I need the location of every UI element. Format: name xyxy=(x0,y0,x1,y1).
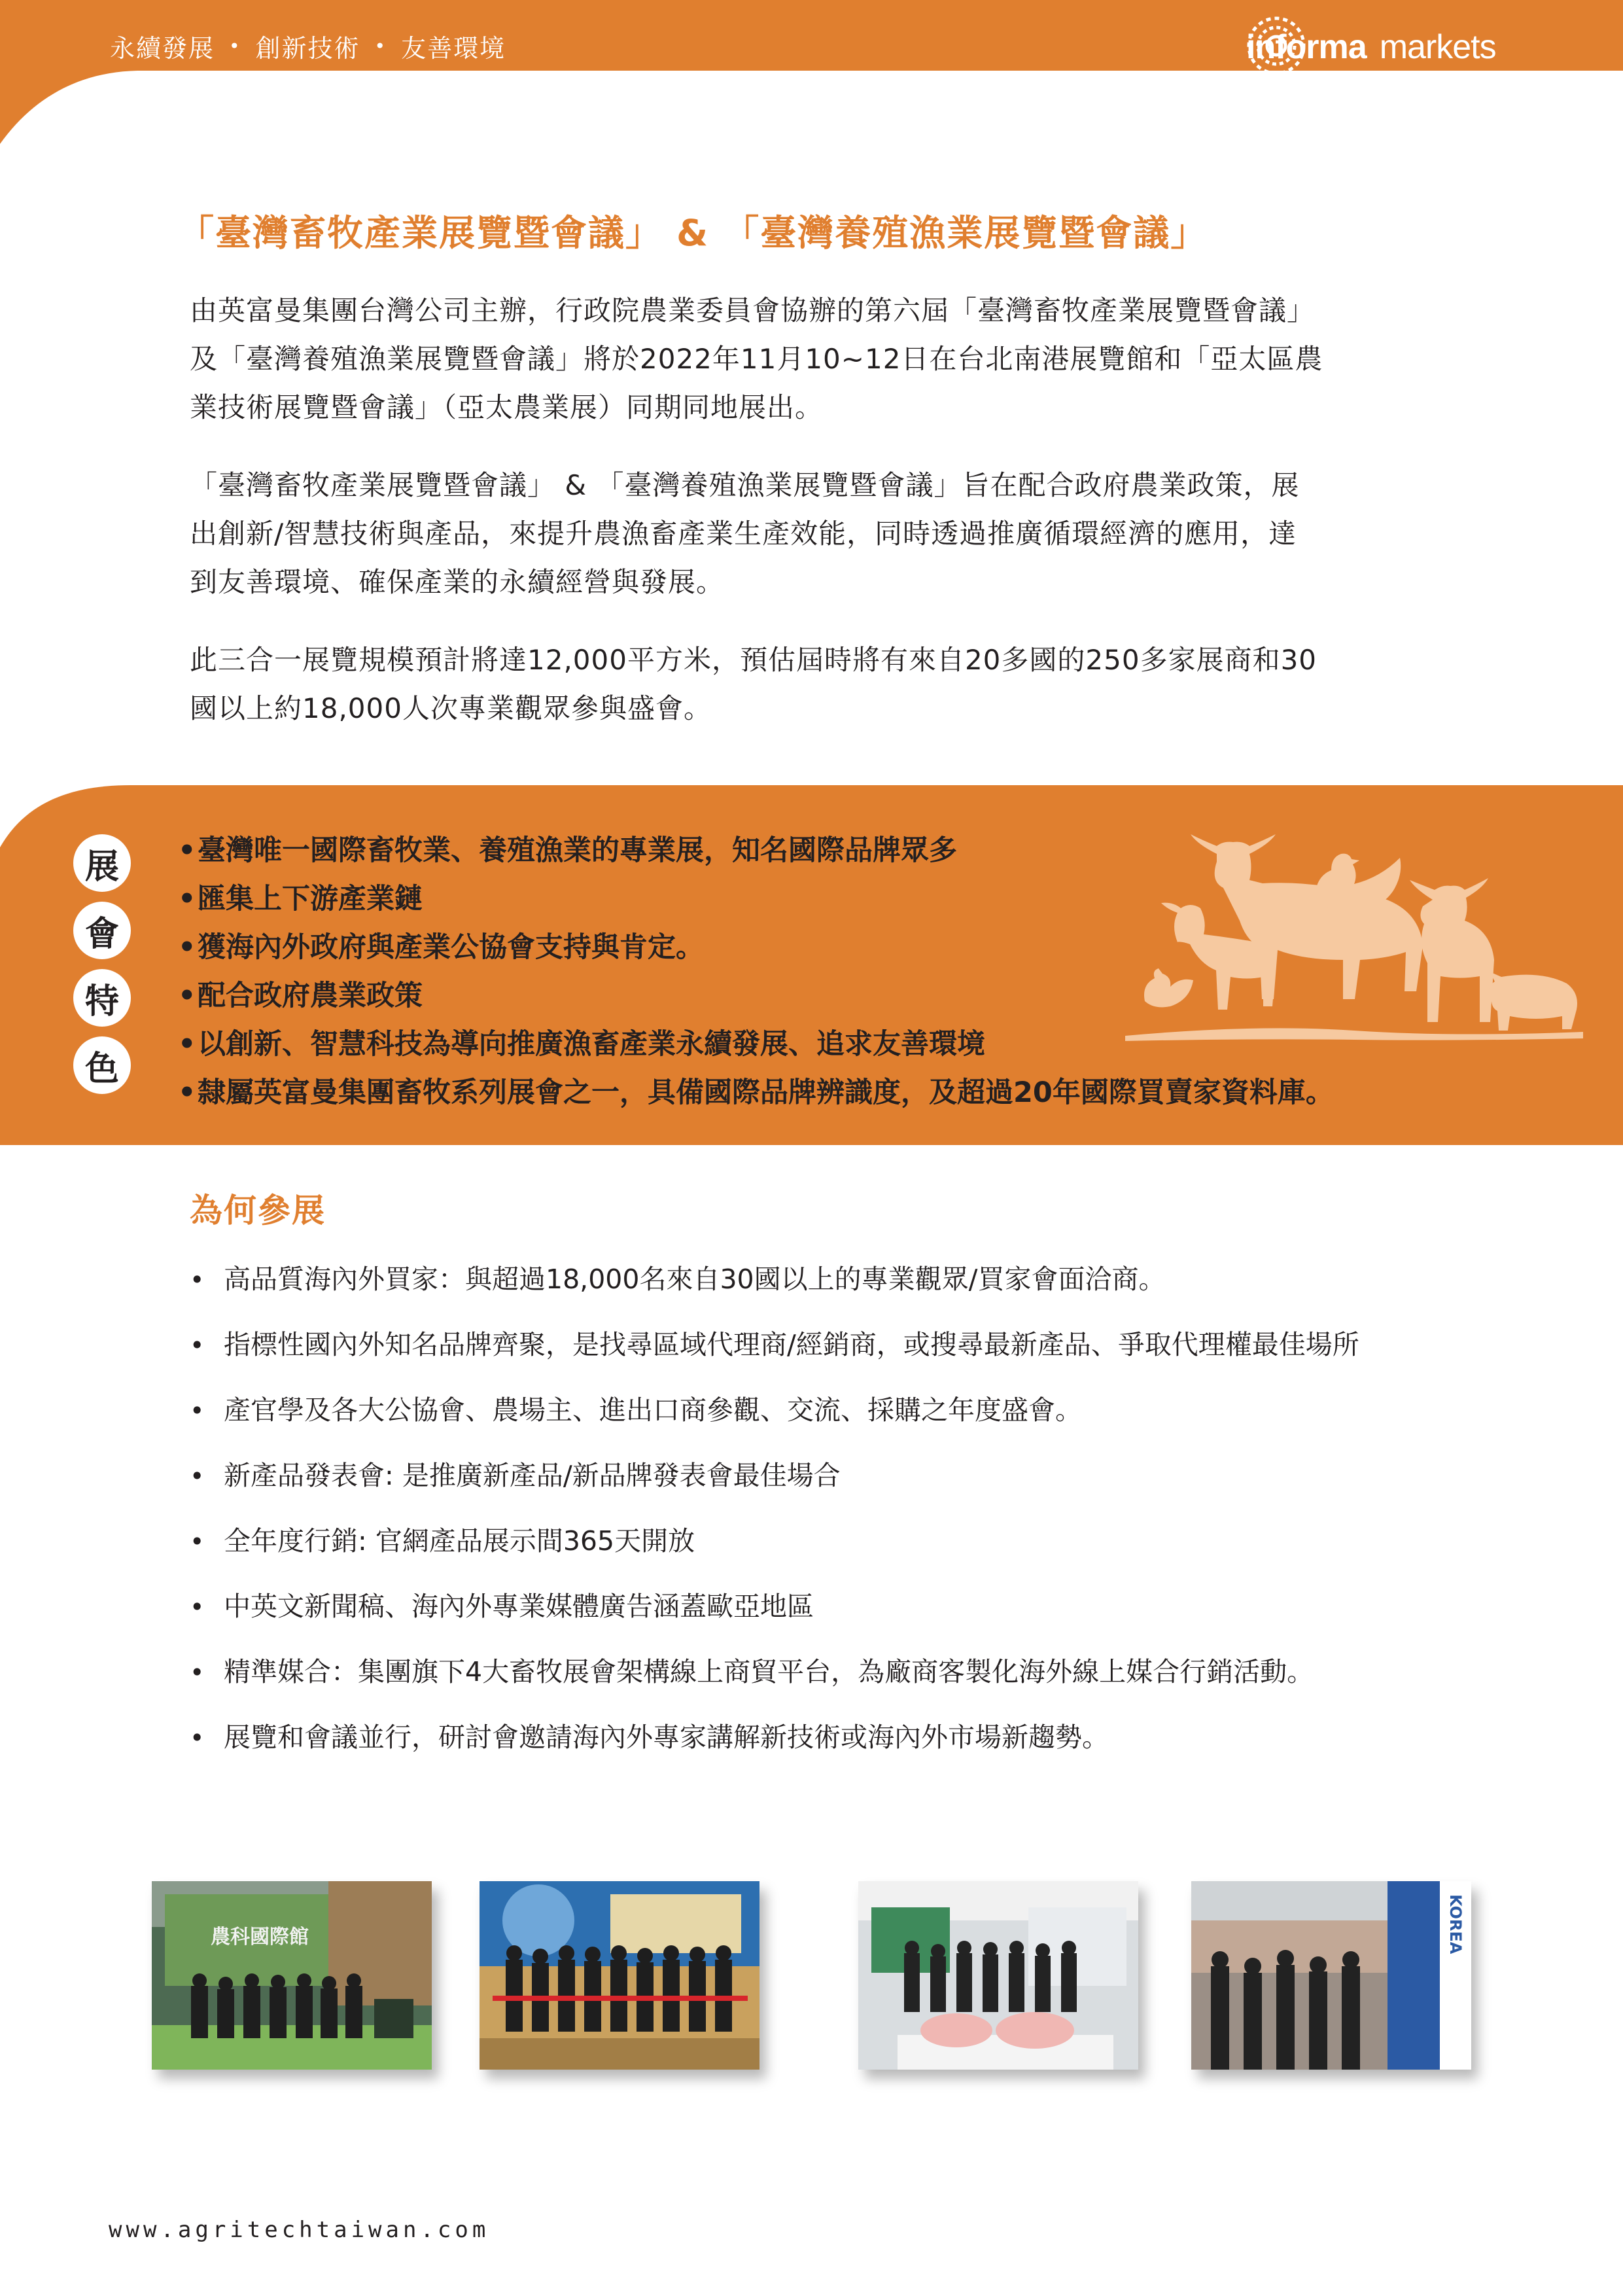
paragraph-line: 到友善環境、確保產業的永續經營與發展。 xyxy=(190,566,725,598)
logo-text-markets: markets xyxy=(1379,28,1496,66)
why-text: 展覽和會議並行，研討會邀請海內外專家講解新技術或海內外市場新趨勢。 xyxy=(224,1722,1109,1753)
tagline-separator: • xyxy=(229,35,241,57)
photo-korea-pavilion xyxy=(1191,1881,1471,2070)
header-band xyxy=(0,0,1623,157)
why-item xyxy=(190,1312,1359,1377)
why-text: 精準媒合：集團旗下4大畜牧展會架構線上商貿平台，為廠商客製化海外線上媒合行銷活動。 xyxy=(224,1656,1314,1687)
logo-text-informa: informa xyxy=(1246,28,1367,66)
bullet: • xyxy=(178,980,196,1012)
bullet: • xyxy=(178,883,196,915)
paragraph-line: 由英富曼集團台灣公司主辦，行政院農業委員會協辦的第六屆「臺灣畜牧產業展覽暨會議」 xyxy=(190,294,1316,327)
why-item xyxy=(190,1508,1359,1574)
bullet: • xyxy=(178,931,196,964)
informa-logo-icon xyxy=(1246,16,1306,76)
badge-char: 展 xyxy=(73,834,131,892)
tagline-item: 永續發展 xyxy=(110,33,215,63)
page-title: 「臺灣畜牧產業展覽暨會議」 & 「臺灣養殖漁業展覽暨會議」 xyxy=(178,212,1208,254)
feature-text: 獲海內外政府與產業公協會支持與肯定。 xyxy=(198,931,704,964)
feature-text: 隸屬英富曼集團畜牧系列展會之一，具備國際品牌辨識度，及超過20年國際買賣家資料庫。 xyxy=(198,1076,1334,1109)
photo-sign-text: 農科國際館 xyxy=(211,1926,309,1949)
why-item xyxy=(190,1246,1359,1312)
badge-char: 色 xyxy=(73,1036,131,1094)
bullet: • xyxy=(190,1396,205,1425)
feature-text: 配合政府農業政策 xyxy=(198,980,423,1012)
bullet: • xyxy=(190,1331,205,1360)
features-band xyxy=(0,782,1623,1145)
why-item xyxy=(190,1639,1359,1704)
informa-markets-logo[interactable] xyxy=(1246,16,1496,79)
bullet: • xyxy=(178,834,196,867)
why-item xyxy=(190,1443,1359,1508)
why-text: 中英文新聞稿、海內外專業媒體廣告涵蓋歐亞地區 xyxy=(224,1591,814,1622)
intro-paragraph-1 xyxy=(190,287,1393,432)
features-badge-column xyxy=(73,834,131,1094)
farm-animals-illustration xyxy=(1125,828,1583,1063)
exhibit-hall-photo-image xyxy=(858,1881,1138,2070)
paragraph-line: 業技術展覽暨會議」（亞太農業展）同期同地展出。 xyxy=(190,391,824,423)
why-item xyxy=(190,1377,1359,1443)
pavilion-photo-image xyxy=(152,1881,432,2070)
feature-text: 臺灣唯一國際畜牧業、養殖漁業的專業展，知名國際品牌眾多 xyxy=(198,834,957,867)
feature-item xyxy=(178,1069,1334,1117)
why-exhibit-list xyxy=(190,1246,1359,1770)
badge-char: 會 xyxy=(73,902,131,959)
why-text: 產官學及各大公協會、農場主、進出口商參觀、交流、採購之年度盛會。 xyxy=(224,1394,1082,1426)
feature-text: 以創新、智慧科技為導向推廣漁畜產業永續發展、追求友善環境 xyxy=(198,1028,985,1061)
bullet: • xyxy=(190,1593,205,1621)
paragraph-line: 及「臺灣養殖漁業展覽暨會議」將於2022年11月10~12日在台北南港展覽館和「亞太區農 xyxy=(190,343,1323,375)
paragraph-line: 國以上約18,000人次專業觀眾參與盛會。 xyxy=(190,692,712,724)
ceremony-photo-image xyxy=(480,1881,759,2070)
tagline-item: 創新技術 xyxy=(255,33,360,63)
intro-paragraph-3 xyxy=(190,636,1393,733)
korea-sign-text: KOREA xyxy=(1446,1894,1465,1954)
korea-pavilion-photo-image xyxy=(1191,1881,1471,2070)
bullet: • xyxy=(190,1527,205,1556)
why-text: 全年度行銷: 官網產品展示間365天開放 xyxy=(224,1525,695,1557)
why-item xyxy=(190,1704,1359,1770)
paragraph-line: 此三合一展覽規模預計將達12,000平方米，預估屆時將有來自20多國的250多家展商和30 xyxy=(190,644,1318,676)
intro-paragraph-2 xyxy=(190,461,1393,607)
tagline-separator: • xyxy=(374,35,387,57)
paragraph-line: 「臺灣畜牧產業展覽暨會議」 & 「臺灣養殖漁業展覽暨會議」旨在配合政府農業政策，展 xyxy=(190,469,1300,501)
why-text: 高品質海內外買家：與超過18,000名來自30國以上的專業觀眾/買家會面洽商。 xyxy=(224,1263,1166,1295)
bullet: • xyxy=(190,1462,205,1491)
bullet: • xyxy=(190,1723,205,1752)
website-url-link[interactable]: www.agritechtaiwan.com xyxy=(109,2217,490,2243)
why-text: 指標性國內外知名品牌齊聚，是找尋區域代理商/經銷商，或搜尋最新產品、爭取代理權最佳場所 xyxy=(224,1329,1359,1360)
why-item xyxy=(190,1574,1359,1639)
tagline-item: 友善環境 xyxy=(401,33,506,63)
bullet: • xyxy=(190,1658,205,1687)
photo-exhibit-hall-pigs xyxy=(858,1881,1138,2070)
photo-agritech-pavilion xyxy=(152,1881,432,2070)
tagline xyxy=(110,26,506,65)
feature-text: 匯集上下游產業鏈 xyxy=(198,883,423,915)
bullet: • xyxy=(178,1028,196,1061)
bullet: • xyxy=(190,1265,205,1294)
photo-opening-ceremony xyxy=(480,1881,759,2070)
why-exhibit-title: 為何參展 xyxy=(190,1192,326,1229)
bullet: • xyxy=(178,1076,196,1109)
badge-char: 特 xyxy=(73,969,131,1027)
paragraph-line: 出創新/智慧技術與產品，來提升農漁畜產業生產效能，同時透過推廣循環經濟的應用，達 xyxy=(190,518,1297,550)
why-text: 新產品發表會: 是推廣新產品/新品牌發表會最佳場合 xyxy=(224,1460,841,1491)
